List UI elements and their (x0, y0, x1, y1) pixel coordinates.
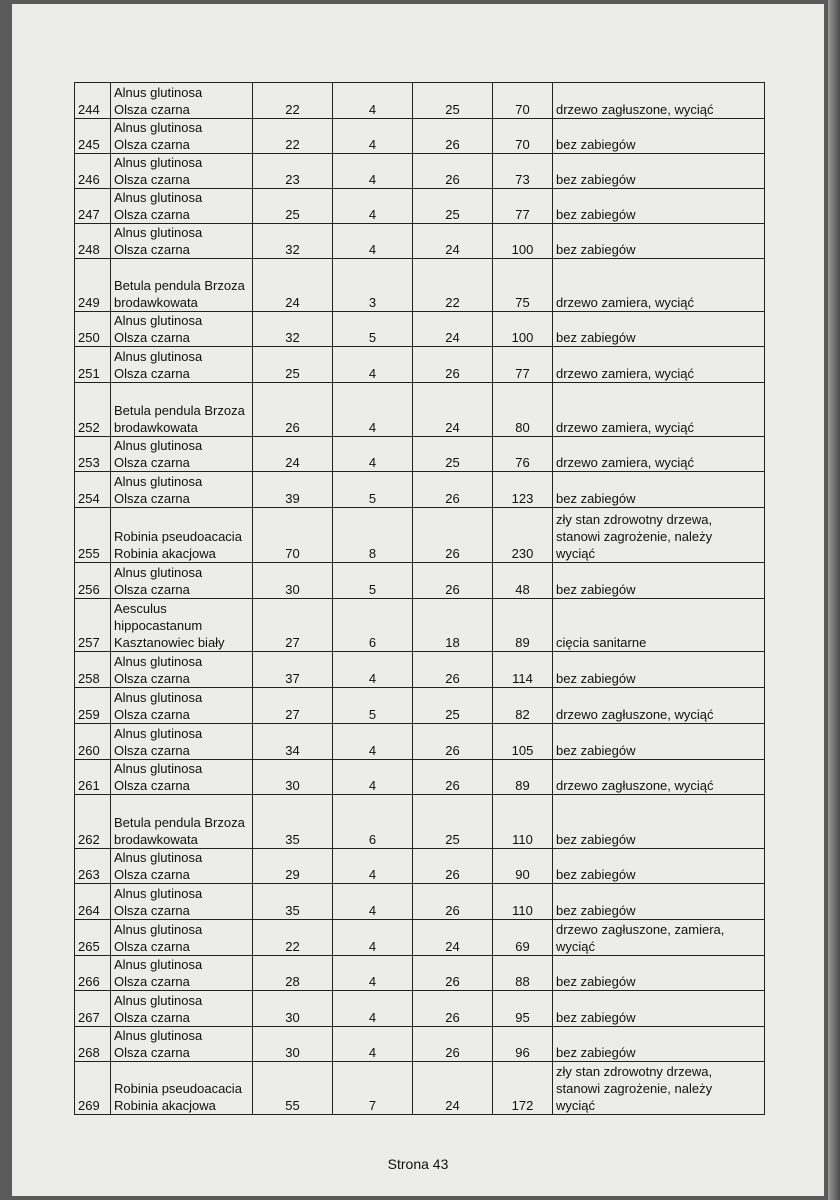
species-name: Alnus glutinosa Olsza czarna (111, 312, 253, 347)
row-number: 263 (75, 849, 111, 884)
value-col-4: 105 (493, 724, 553, 760)
species-name: Betula pendula Brzoza brodawkowata (111, 383, 253, 437)
value-col-4: 82 (493, 688, 553, 724)
value-col-4: 77 (493, 347, 553, 383)
value-col-3: 26 (413, 760, 493, 795)
species-name: Alnus glutinosa Olsza czarna (111, 688, 253, 724)
species-name: Alnus glutinosa Olsza czarna (111, 849, 253, 884)
value-col-3: 26 (413, 991, 493, 1027)
value-col-2: 4 (333, 849, 413, 884)
table-row (75, 688, 765, 724)
treatment-note: bez zabiegów (553, 563, 765, 599)
value-col-2: 4 (333, 119, 413, 154)
value-col-2: 4 (333, 652, 413, 688)
species-name: Alnus glutinosa Olsza czarna (111, 563, 253, 599)
treatment-note: bez zabiegów (553, 312, 765, 347)
value-col-2: 4 (333, 1027, 413, 1062)
value-col-4: 73 (493, 154, 553, 189)
treatment-note: bez zabiegów (553, 884, 765, 920)
value-col-2: 5 (333, 688, 413, 724)
value-col-1: 37 (253, 652, 333, 688)
value-col-3: 24 (413, 312, 493, 347)
value-col-1: 22 (253, 920, 333, 956)
species-name: Alnus glutinosa Olsza czarna (111, 472, 253, 508)
species-name: Robinia pseudoacacia Robinia akacjowa (111, 1062, 253, 1115)
table-body (75, 83, 765, 1115)
row-number: 262 (75, 795, 111, 849)
value-col-2: 8 (333, 508, 413, 563)
treatment-note: drzewo zagłuszone, wyciąć (553, 83, 765, 119)
value-col-1: 30 (253, 1027, 333, 1062)
value-col-3: 26 (413, 563, 493, 599)
value-col-4: 69 (493, 920, 553, 956)
value-col-2: 5 (333, 563, 413, 599)
value-col-1: 26 (253, 383, 333, 437)
value-col-4: 95 (493, 991, 553, 1027)
treatment-note: bez zabiegów (553, 956, 765, 991)
value-col-4: 172 (493, 1062, 553, 1115)
value-col-2: 4 (333, 347, 413, 383)
value-col-2: 6 (333, 795, 413, 849)
value-col-2: 4 (333, 189, 413, 224)
value-col-3: 24 (413, 224, 493, 259)
table-row (75, 437, 765, 472)
table-row (75, 884, 765, 920)
treatment-note: zły stan zdrowotny drzewa, stanowi zagrożenie, należy wyciąć (553, 508, 765, 563)
value-col-4: 76 (493, 437, 553, 472)
value-col-4: 89 (493, 760, 553, 795)
value-col-4: 96 (493, 1027, 553, 1062)
row-number: 246 (75, 154, 111, 189)
value-col-4: 123 (493, 472, 553, 508)
treatment-note: bez zabiegów (553, 652, 765, 688)
table-row (75, 508, 765, 563)
species-name: Alnus glutinosa Olsza czarna (111, 189, 253, 224)
value-col-1: 35 (253, 795, 333, 849)
value-col-1: 34 (253, 724, 333, 760)
value-col-1: 55 (253, 1062, 333, 1115)
row-number: 257 (75, 599, 111, 652)
value-col-3: 26 (413, 472, 493, 508)
value-col-3: 24 (413, 920, 493, 956)
treatment-note: drzewo zamiera, wyciąć (553, 383, 765, 437)
species-name: Robinia pseudoacacia Robinia akacjowa (111, 508, 253, 563)
value-col-3: 18 (413, 599, 493, 652)
value-col-3: 25 (413, 795, 493, 849)
value-col-2: 4 (333, 154, 413, 189)
species-name: Alnus glutinosa Olsza czarna (111, 1027, 253, 1062)
value-col-1: 70 (253, 508, 333, 563)
value-col-2: 3 (333, 259, 413, 312)
value-col-1: 35 (253, 884, 333, 920)
species-name: Alnus glutinosa Olsza czarna (111, 920, 253, 956)
value-col-1: 25 (253, 189, 333, 224)
value-col-4: 70 (493, 119, 553, 154)
value-col-1: 28 (253, 956, 333, 991)
species-name: Alnus glutinosa Olsza czarna (111, 652, 253, 688)
tree-inventory-table (74, 82, 765, 1115)
value-col-2: 4 (333, 956, 413, 991)
value-col-2: 7 (333, 1062, 413, 1115)
row-number: 269 (75, 1062, 111, 1115)
value-col-1: 25 (253, 347, 333, 383)
table-row (75, 920, 765, 956)
value-col-3: 26 (413, 849, 493, 884)
value-col-2: 5 (333, 312, 413, 347)
row-number: 252 (75, 383, 111, 437)
row-number: 248 (75, 224, 111, 259)
table-row (75, 83, 765, 119)
table-row (75, 347, 765, 383)
species-name: Betula pendula Brzoza brodawkowata (111, 259, 253, 312)
table-row (75, 795, 765, 849)
table-row (75, 991, 765, 1027)
table-row (75, 119, 765, 154)
value-col-3: 22 (413, 259, 493, 312)
table-row (75, 312, 765, 347)
row-number: 259 (75, 688, 111, 724)
value-col-1: 39 (253, 472, 333, 508)
value-col-3: 26 (413, 652, 493, 688)
value-col-4: 110 (493, 884, 553, 920)
treatment-note: bez zabiegów (553, 119, 765, 154)
table-row (75, 956, 765, 991)
value-col-1: 29 (253, 849, 333, 884)
treatment-note: drzewo zamiera, wyciąć (553, 437, 765, 472)
table-row (75, 472, 765, 508)
treatment-note: bez zabiegów (553, 795, 765, 849)
value-col-3: 26 (413, 884, 493, 920)
row-number: 244 (75, 83, 111, 119)
value-col-3: 26 (413, 508, 493, 563)
row-number: 268 (75, 1027, 111, 1062)
value-col-1: 24 (253, 437, 333, 472)
row-number: 254 (75, 472, 111, 508)
species-name: Alnus glutinosa Olsza czarna (111, 724, 253, 760)
row-number: 253 (75, 437, 111, 472)
treatment-note: bez zabiegów (553, 724, 765, 760)
value-col-4: 88 (493, 956, 553, 991)
value-col-2: 4 (333, 383, 413, 437)
table-row (75, 724, 765, 760)
value-col-3: 26 (413, 154, 493, 189)
table-row (75, 224, 765, 259)
value-col-3: 26 (413, 724, 493, 760)
value-col-1: 27 (253, 688, 333, 724)
species-name: Alnus glutinosa Olsza czarna (111, 991, 253, 1027)
species-name: Betula pendula Brzoza brodawkowata (111, 795, 253, 849)
value-col-4: 100 (493, 224, 553, 259)
table-row (75, 760, 765, 795)
value-col-4: 89 (493, 599, 553, 652)
treatment-note: bez zabiegów (553, 1027, 765, 1062)
table-row (75, 1062, 765, 1115)
treatment-note: drzewo zagłuszone, wyciąć (553, 688, 765, 724)
row-number: 249 (75, 259, 111, 312)
treatment-note: bez zabiegów (553, 991, 765, 1027)
species-name: Alnus glutinosa Olsza czarna (111, 224, 253, 259)
row-number: 264 (75, 884, 111, 920)
species-name: Alnus glutinosa Olsza czarna (111, 119, 253, 154)
value-col-1: 22 (253, 83, 333, 119)
treatment-note: bez zabiegów (553, 472, 765, 508)
value-col-1: 23 (253, 154, 333, 189)
value-col-4: 80 (493, 383, 553, 437)
treatment-note: bez zabiegów (553, 189, 765, 224)
species-name: Alnus glutinosa Olsza czarna (111, 83, 253, 119)
value-col-1: 32 (253, 224, 333, 259)
table-row (75, 259, 765, 312)
row-number: 251 (75, 347, 111, 383)
row-number: 261 (75, 760, 111, 795)
row-number: 245 (75, 119, 111, 154)
value-col-3: 25 (413, 189, 493, 224)
value-col-2: 4 (333, 224, 413, 259)
value-col-4: 230 (493, 508, 553, 563)
treatment-note: zły stan zdrowotny drzewa, stanowi zagrożenie, należy wyciąć (553, 1062, 765, 1115)
value-col-2: 4 (333, 760, 413, 795)
treatment-note: bez zabiegów (553, 224, 765, 259)
table-row (75, 154, 765, 189)
value-col-2: 4 (333, 920, 413, 956)
row-number: 256 (75, 563, 111, 599)
species-name: Aesculus hippocastanum Kasztanowiec biały (111, 599, 253, 652)
treatment-note: drzewo zagłuszone, zamiera, wyciąć (553, 920, 765, 956)
treatment-note: drzewo zagłuszone, wyciąć (553, 760, 765, 795)
value-col-4: 90 (493, 849, 553, 884)
value-col-4: 75 (493, 259, 553, 312)
scan-edge (828, 0, 840, 1200)
row-number: 255 (75, 508, 111, 563)
value-col-4: 48 (493, 563, 553, 599)
species-name: Alnus glutinosa Olsza czarna (111, 884, 253, 920)
treatment-note: drzewo zamiera, wyciąć (553, 347, 765, 383)
species-name: Alnus glutinosa Olsza czarna (111, 956, 253, 991)
document-page (12, 4, 824, 1196)
value-col-2: 5 (333, 472, 413, 508)
value-col-1: 22 (253, 119, 333, 154)
value-col-1: 32 (253, 312, 333, 347)
treatment-note: drzewo zamiera, wyciąć (553, 259, 765, 312)
value-col-2: 6 (333, 599, 413, 652)
page-number: Strona 43 (387, 1156, 449, 1172)
value-col-2: 4 (333, 991, 413, 1027)
row-number: 265 (75, 920, 111, 956)
species-name: Alnus glutinosa Olsza czarna (111, 437, 253, 472)
value-col-1: 30 (253, 760, 333, 795)
value-col-3: 26 (413, 119, 493, 154)
value-col-1: 30 (253, 563, 333, 599)
table-row (75, 849, 765, 884)
row-number: 247 (75, 189, 111, 224)
treatment-note: bez zabiegów (553, 154, 765, 189)
value-col-1: 24 (253, 259, 333, 312)
table-row (75, 563, 765, 599)
value-col-3: 25 (413, 688, 493, 724)
value-col-3: 26 (413, 1027, 493, 1062)
value-col-1: 27 (253, 599, 333, 652)
value-col-4: 100 (493, 312, 553, 347)
row-number: 267 (75, 991, 111, 1027)
value-col-4: 114 (493, 652, 553, 688)
table-row (75, 1027, 765, 1062)
table-row (75, 383, 765, 437)
species-name: Alnus glutinosa Olsza czarna (111, 760, 253, 795)
table-row (75, 599, 765, 652)
value-col-3: 24 (413, 1062, 493, 1115)
value-col-2: 4 (333, 437, 413, 472)
species-name: Alnus glutinosa Olsza czarna (111, 154, 253, 189)
value-col-1: 30 (253, 991, 333, 1027)
row-number: 266 (75, 956, 111, 991)
value-col-3: 26 (413, 347, 493, 383)
treatment-note: cięcia sanitarne (553, 599, 765, 652)
value-col-3: 24 (413, 383, 493, 437)
value-col-4: 70 (493, 83, 553, 119)
value-col-4: 110 (493, 795, 553, 849)
value-col-2: 4 (333, 83, 413, 119)
value-col-2: 4 (333, 884, 413, 920)
value-col-2: 4 (333, 724, 413, 760)
row-number: 258 (75, 652, 111, 688)
species-name: Alnus glutinosa Olsza czarna (111, 347, 253, 383)
table-row (75, 189, 765, 224)
table-row (75, 652, 765, 688)
value-col-3: 26 (413, 956, 493, 991)
value-col-3: 25 (413, 83, 493, 119)
row-number: 250 (75, 312, 111, 347)
row-number: 260 (75, 724, 111, 760)
value-col-4: 77 (493, 189, 553, 224)
value-col-3: 25 (413, 437, 493, 472)
treatment-note: bez zabiegów (553, 849, 765, 884)
